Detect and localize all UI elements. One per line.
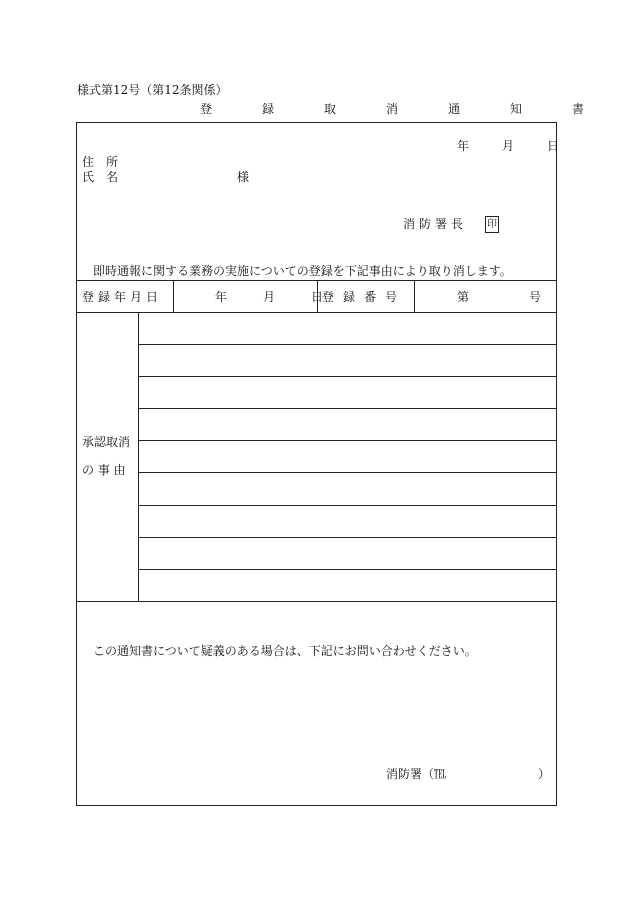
seal-icon: 印 [485,216,499,233]
registration-date-field: 年 月 日 [215,290,328,304]
issue-date: 年 月 日 [457,139,563,153]
seal-box [485,216,499,233]
revocation-statement: 即時通報に関する業務の実施についての登録を下記事由により取り消します。 [93,264,512,278]
reason-line [138,344,557,345]
reason-label-line2: の 事 由 [82,463,126,477]
registration-number-suffix: 号 [529,290,542,304]
reason-line [138,569,557,570]
form-number: 様式第12号（第12条関係） [77,83,228,97]
form-title: 登 録 取 消 通 知 書 [200,102,604,116]
reason-line [138,376,557,377]
honorific-sama: 様 [237,170,250,184]
inquiry-notice: この通知書について疑義のある場合は、下記にお問い合わせください。 [93,644,477,658]
column-divider [173,280,174,312]
reason-line [138,408,557,409]
name-label: 氏 名 [82,170,119,184]
registration-number-prefix: 第 [457,290,470,304]
contact-phone-label: 消防署（℡ [386,767,447,781]
registration-number-label: 登録番号 [322,290,407,304]
registration-date-label: 登録年月日 [82,290,163,304]
reason-line [138,505,557,506]
divider-line [76,601,557,602]
column-divider [414,280,415,312]
reason-column-divider [138,312,139,602]
reason-line [138,537,557,538]
fire-chief-title: 消防署長 [403,217,468,231]
divider-line [76,312,557,313]
reason-label-line1: 承認取消 [82,435,131,449]
reason-line [138,472,557,473]
reason-line [138,440,557,441]
address-label: 住 所 [82,155,119,169]
contact-close-paren: ） [538,767,551,781]
